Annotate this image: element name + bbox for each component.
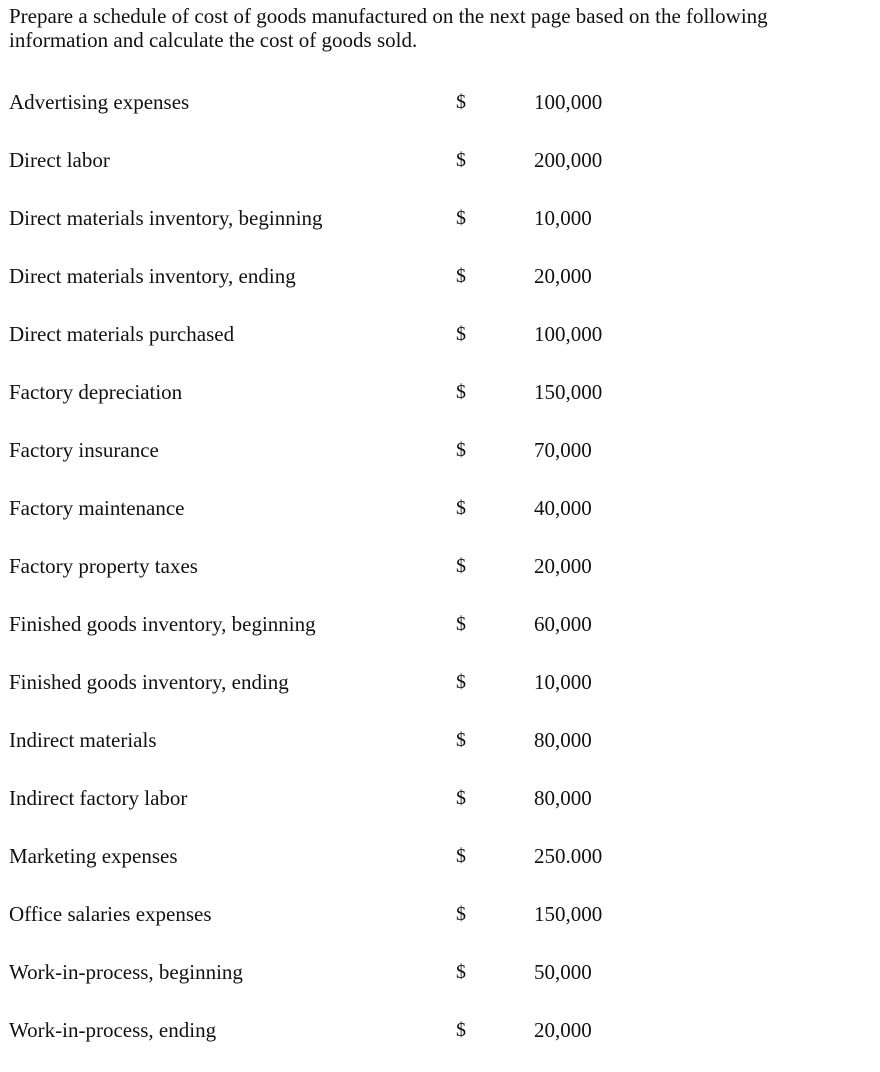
item-amount: 60,000 (534, 612, 592, 636)
item-label: Direct labor (9, 148, 110, 172)
list-item (0, 782, 880, 840)
item-label: Direct materials purchased (9, 322, 235, 346)
item-label: Work-in-process, beginning (9, 960, 243, 984)
item-amount: 150,000 (534, 380, 603, 404)
instructions-text: Prepare a schedule of cost of goods manufactured on the next page based on the following information and calculate the cost of goods sold. (9, 4, 768, 52)
item-label: Finished goods inventory, ending (9, 670, 289, 694)
item-amount: 50,000 (534, 960, 592, 984)
list-item (0, 318, 880, 376)
list-item (0, 202, 880, 260)
item-amount: 100,000 (534, 322, 603, 346)
list-item (0, 434, 880, 492)
item-amount: 70,000 (534, 438, 592, 462)
item-label: Finished goods inventory, beginning (9, 612, 316, 636)
item-amount: 250.000 (534, 844, 603, 868)
item-label: Direct materials inventory, beginning (9, 206, 323, 230)
item-amount: 100,000 (534, 90, 603, 114)
list-item (0, 1014, 880, 1072)
currency-symbol: $ (456, 323, 466, 345)
item-label: Factory depreciation (9, 380, 183, 404)
list-item (0, 724, 880, 782)
currency-symbol: $ (456, 265, 466, 287)
item-label: Work-in-process, ending (9, 1018, 217, 1042)
item-label: Factory property taxes (9, 554, 198, 578)
item-amount: 40,000 (534, 496, 592, 520)
currency-symbol: $ (456, 497, 466, 519)
currency-symbol: $ (456, 555, 466, 577)
item-amount: 20,000 (534, 554, 592, 578)
currency-symbol: $ (456, 845, 466, 867)
item-amount: 150,000 (534, 902, 603, 926)
currency-symbol: $ (456, 207, 466, 229)
list-item (0, 956, 880, 1014)
currency-symbol: $ (456, 961, 466, 983)
list-item (0, 666, 880, 724)
currency-symbol: $ (456, 729, 466, 751)
item-label: Advertising expenses (9, 90, 190, 114)
item-label: Indirect factory labor (9, 786, 188, 810)
currency-symbol: $ (456, 787, 466, 809)
item-amount: 80,000 (534, 728, 592, 752)
item-label: Factory insurance (9, 438, 159, 462)
list-item (0, 608, 880, 666)
currency-symbol: $ (456, 91, 466, 113)
list-item (0, 376, 880, 434)
item-label: Factory maintenance (9, 496, 185, 520)
list-item (0, 840, 880, 898)
currency-symbol: $ (456, 1019, 466, 1041)
list-item (0, 260, 880, 318)
item-amount: 20,000 (534, 264, 592, 288)
item-label: Office salaries expenses (9, 902, 212, 926)
item-amount: 200,000 (534, 148, 603, 172)
currency-symbol: $ (456, 671, 466, 693)
currency-symbol: $ (456, 381, 466, 403)
currency-symbol: $ (456, 149, 466, 171)
item-amount: 10,000 (534, 206, 592, 230)
currency-symbol: $ (456, 439, 466, 461)
item-label: Marketing expenses (9, 844, 178, 868)
currency-symbol: $ (456, 613, 466, 635)
list-item (0, 144, 880, 202)
item-label: Indirect materials (9, 728, 157, 752)
currency-symbol: $ (456, 903, 466, 925)
cost-items-list (0, 86, 880, 1072)
list-item (0, 492, 880, 550)
item-label: Direct materials inventory, ending (9, 264, 296, 288)
item-amount: 10,000 (534, 670, 592, 694)
item-amount: 80,000 (534, 786, 592, 810)
list-item (0, 898, 880, 956)
item-amount: 20,000 (534, 1018, 592, 1042)
list-item (0, 86, 880, 144)
list-item (0, 550, 880, 608)
